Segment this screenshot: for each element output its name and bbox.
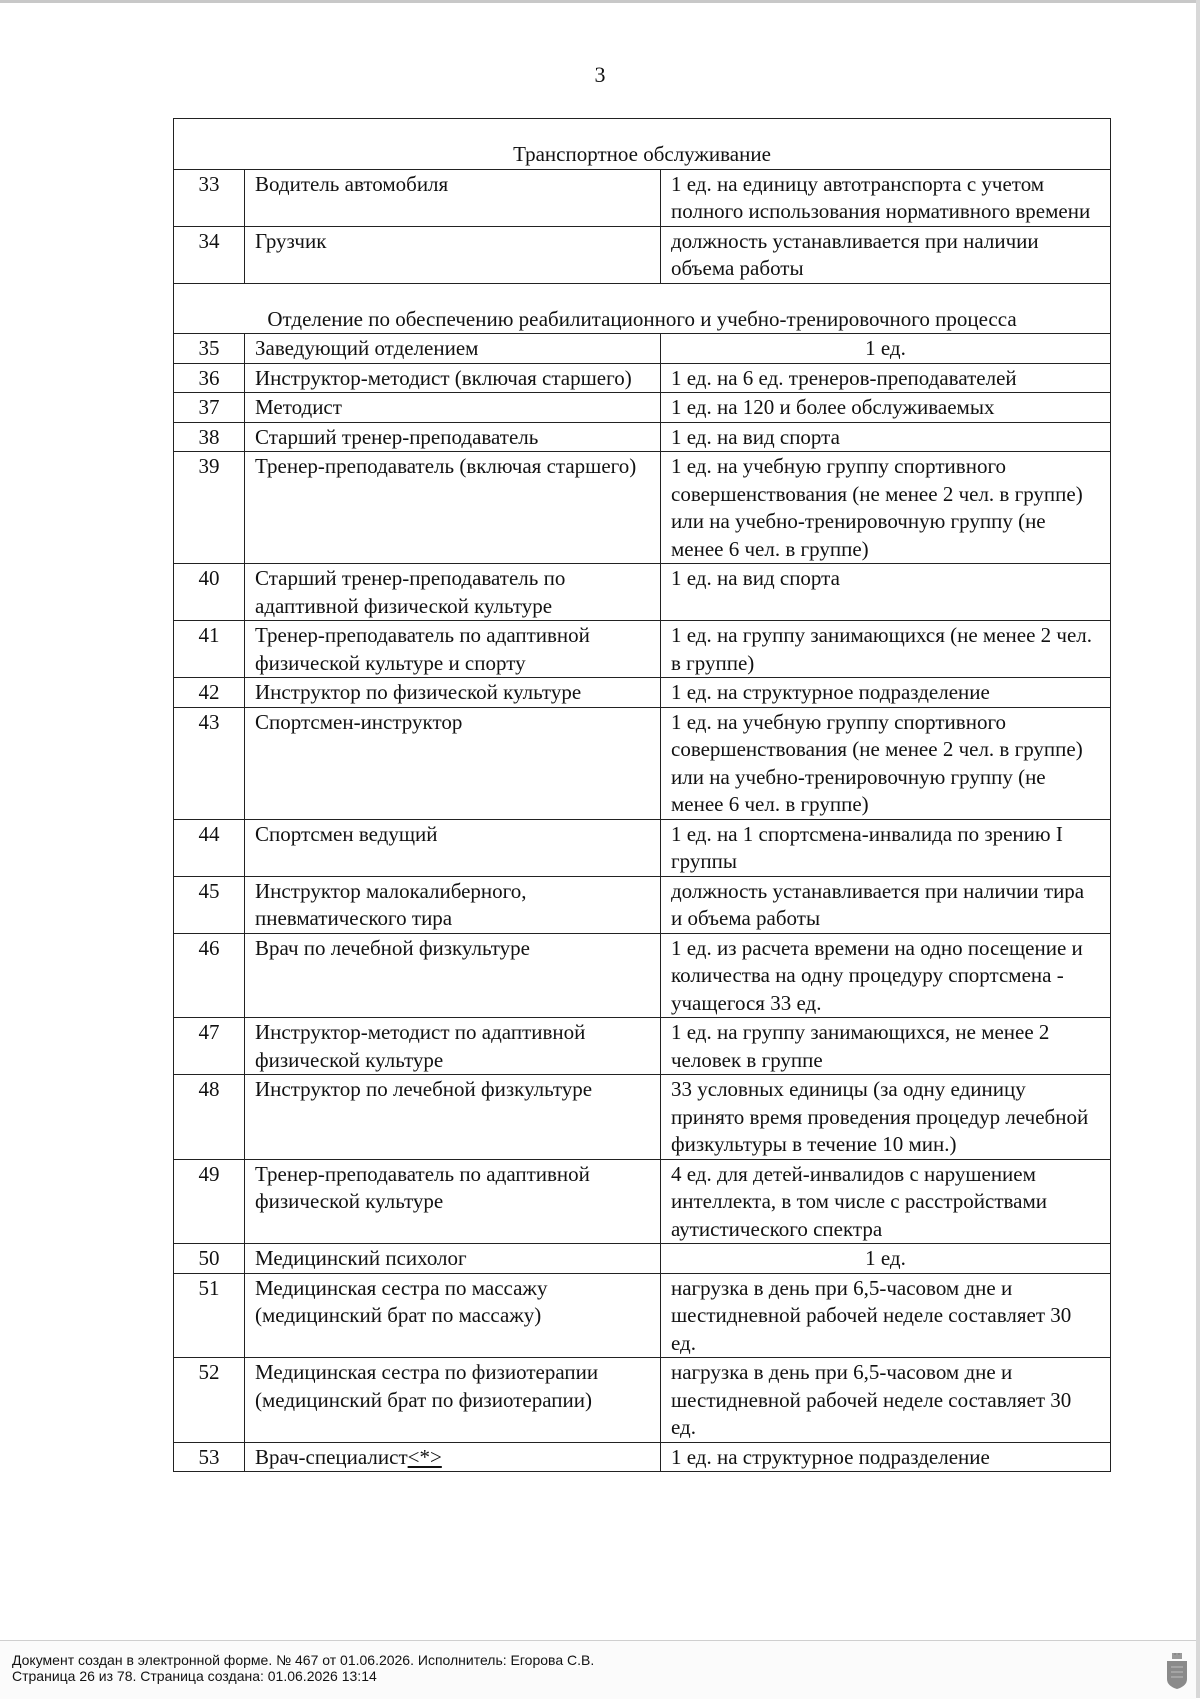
position-cell	[245, 422, 661, 452]
position-cell	[245, 1018, 661, 1075]
position-name: Водитель автомобиля	[255, 171, 449, 196]
position-cell	[245, 1075, 661, 1160]
row-number: 37	[174, 393, 245, 423]
row-number: 48	[174, 1075, 245, 1160]
footnote-link[interactable]: <*>	[407, 1444, 442, 1469]
row-number: 51	[174, 1273, 245, 1358]
table-row	[174, 678, 1111, 708]
position-name: Инструктор-методист по адаптивной физической культуре	[255, 1020, 586, 1072]
staffing-norm-cell: 4 ед. для детей-инвалидов с нарушением интеллекта, в том числе с расстройствами аутистического спектра	[661, 1159, 1111, 1244]
position-name: Старший тренер-преподаватель	[255, 424, 539, 449]
position-name: Тренер-преподаватель по адаптивной физической культуре и спорту	[255, 623, 590, 675]
scan-right-edge	[1196, 0, 1200, 1698]
row-number: 43	[174, 707, 245, 819]
staffing-norm-cell: 1 ед. на учебную группу спортивного совершенствования (не менее 2 чел. в группе) или на учебно-тренировочную группу (не менее 6 чел. в группе)	[661, 707, 1111, 819]
position-cell	[245, 1273, 661, 1358]
position-name: Врач по лечебной физкультуре	[255, 935, 530, 960]
staffing-norm-cell: 1 ед. на единицу автотранспорта с учетом полного использования нормативного времени	[661, 169, 1111, 226]
row-number: 46	[174, 933, 245, 1018]
staffing-norm-cell: нагрузка в день при 6,5-часовом дне и шестидневной рабочей неделе составляет 30 ед.	[661, 1273, 1111, 1358]
position-name: Заведующий отделением	[255, 336, 479, 360]
table-row	[174, 226, 1111, 283]
position-cell	[245, 621, 661, 678]
table-row	[174, 933, 1111, 1018]
table-row	[174, 169, 1111, 226]
position-name: Тренер-преподаватель по адаптивной физической культуре	[255, 1161, 590, 1213]
row-number: 44	[174, 819, 245, 876]
position-name: Инструктор-методист (включая старшего)	[255, 365, 632, 390]
position-name: Старший тренер-преподаватель по адаптивной физической культуре	[255, 566, 566, 618]
position-name: Медицинский психолог	[255, 1246, 467, 1270]
section-title: Транспортное обслуживание	[174, 119, 1111, 170]
position-name: Инструктор малокалиберного, пневматического тира	[255, 878, 527, 930]
staffing-norm-cell: 1 ед.	[661, 334, 1111, 364]
table-row	[174, 1442, 1111, 1472]
table-row	[174, 1273, 1111, 1358]
staffing-norm-cell: 1 ед. из расчета времени на одно посещение и количества на одну процедуру спортсмена - учащегося 33 ед.	[661, 933, 1111, 1018]
staffing-norm-cell: 1 ед. на структурное подразделение	[661, 1442, 1111, 1472]
staffing-norm-cell: 1 ед. на вид спорта	[661, 422, 1111, 452]
staffing-norm-cell: 1 ед. на 6 ед. тренеров-преподавателей	[661, 363, 1111, 393]
position-name: Методист	[255, 395, 342, 419]
table-row	[174, 1358, 1111, 1443]
section-header-row	[174, 283, 1111, 334]
position-cell	[245, 933, 661, 1018]
table-row	[174, 422, 1111, 452]
position-cell	[245, 707, 661, 819]
row-number: 49	[174, 1159, 245, 1244]
position-name: Инструктор по лечебной физкультуре	[255, 1077, 593, 1101]
row-number: 34	[174, 226, 245, 283]
footer-line-2: Страница 26 из 78. Страница создана: 01.06.2026 13:14	[12, 1668, 377, 1684]
table-row	[174, 1159, 1111, 1244]
position-cell	[245, 1442, 661, 1472]
table-row	[174, 363, 1111, 393]
position-cell	[245, 334, 661, 364]
staffing-norm-cell: 1 ед. на 120 и более обслуживаемых	[661, 393, 1111, 423]
row-number: 47	[174, 1018, 245, 1075]
position-cell	[245, 226, 661, 283]
row-number: 35	[174, 334, 245, 364]
coat-of-arms-icon	[1166, 1653, 1188, 1689]
row-number: 42	[174, 678, 245, 708]
staffing-norm-cell: 1 ед. на группу занимающихся, не менее 2 человек в группе	[661, 1018, 1111, 1075]
position-cell	[245, 452, 661, 564]
position-cell	[245, 678, 661, 708]
position-name: Тренер-преподаватель (включая старшего)	[255, 454, 637, 478]
row-number: 36	[174, 363, 245, 393]
staff-norms-table-body	[174, 119, 1111, 1472]
position-cell	[245, 1358, 661, 1443]
row-number: 53	[174, 1442, 245, 1472]
staffing-norm-cell: должность устанавливается при наличии тира и объема работы	[661, 876, 1111, 933]
table-row	[174, 564, 1111, 621]
position-name: Инструктор по физической культуре	[255, 680, 582, 704]
table-row	[174, 707, 1111, 819]
row-number: 38	[174, 422, 245, 452]
position-name: Медицинская сестра по физиотерапии (медицинский брат по физиотерапии)	[255, 1360, 599, 1412]
table-row	[174, 876, 1111, 933]
staffing-norm-cell: 33 условных единицы (за одну единицу принято время проведения процедур лечебной физкультуры в течение 10 мин.)	[661, 1075, 1111, 1160]
position-cell	[245, 1159, 661, 1244]
table-row	[174, 819, 1111, 876]
position-name: Медицинская сестра по массажу (медицинский брат по массажу)	[255, 1275, 548, 1327]
page-number: 3	[594, 62, 606, 87]
position-cell	[245, 876, 661, 933]
position-name: Спортсмен-инструктор	[255, 709, 463, 734]
position-cell	[245, 819, 661, 876]
row-number: 41	[174, 621, 245, 678]
position-name: Грузчик	[255, 228, 327, 253]
row-number: 45	[174, 876, 245, 933]
staffing-norm-cell: нагрузка в день при 6,5-часовом дне и шестидневной рабочей неделе составляет 30 ед.	[661, 1358, 1111, 1443]
position-cell	[245, 1244, 661, 1274]
staffing-norm-cell: 1 ед. на учебную группу спортивного совершенствования (не менее 2 чел. в группе) или на учебно-тренировочную группу (не менее 6 чел. в группе)	[661, 452, 1111, 564]
table-row	[174, 393, 1111, 423]
staffing-norm-cell: 1 ед. на вид спорта	[661, 564, 1111, 621]
scan-top-edge	[0, 0, 1200, 3]
table-row	[174, 452, 1111, 564]
position-cell	[245, 564, 661, 621]
staffing-norm-cell: 1 ед. на группу занимающихся (не менее 2 чел. в группе)	[661, 621, 1111, 678]
row-number: 33	[174, 169, 245, 226]
staffing-norm-cell: 1 ед. на структурное подразделение	[661, 678, 1111, 708]
staffing-norm-cell: должность устанавливается при наличии объема работы	[661, 226, 1111, 283]
position-name: Спортсмен ведущий	[255, 821, 438, 846]
position-cell	[245, 363, 661, 393]
row-number: 50	[174, 1244, 245, 1274]
footer-text	[12, 1652, 594, 1684]
table-row	[174, 1018, 1111, 1075]
table-row	[174, 621, 1111, 678]
table-row	[174, 1244, 1111, 1274]
position-cell	[245, 393, 661, 423]
table-row	[174, 334, 1111, 364]
staff-norms-table	[173, 118, 1111, 1472]
footer-line-1: Документ создан в электронной форме. № 467 от 01.06.2026. Исполнитель: Егорова С.В.	[12, 1652, 595, 1668]
table-row	[174, 1075, 1111, 1160]
staffing-norm-cell: 1 ед.	[661, 1244, 1111, 1274]
row-number: 52	[174, 1358, 245, 1443]
position-name: Врач-специалист	[255, 1444, 408, 1469]
position-cell	[245, 169, 661, 226]
row-number: 40	[174, 564, 245, 621]
document-footer	[0, 1640, 1196, 1699]
row-number: 39	[174, 452, 245, 564]
staffing-norm-cell: 1 ед. на 1 спортсмена-инвалида по зрению I группы	[661, 819, 1111, 876]
section-title: Отделение по обеспечению реабилитационного и учебно-тренировочного процесса	[174, 283, 1111, 334]
section-header-row	[174, 119, 1111, 170]
